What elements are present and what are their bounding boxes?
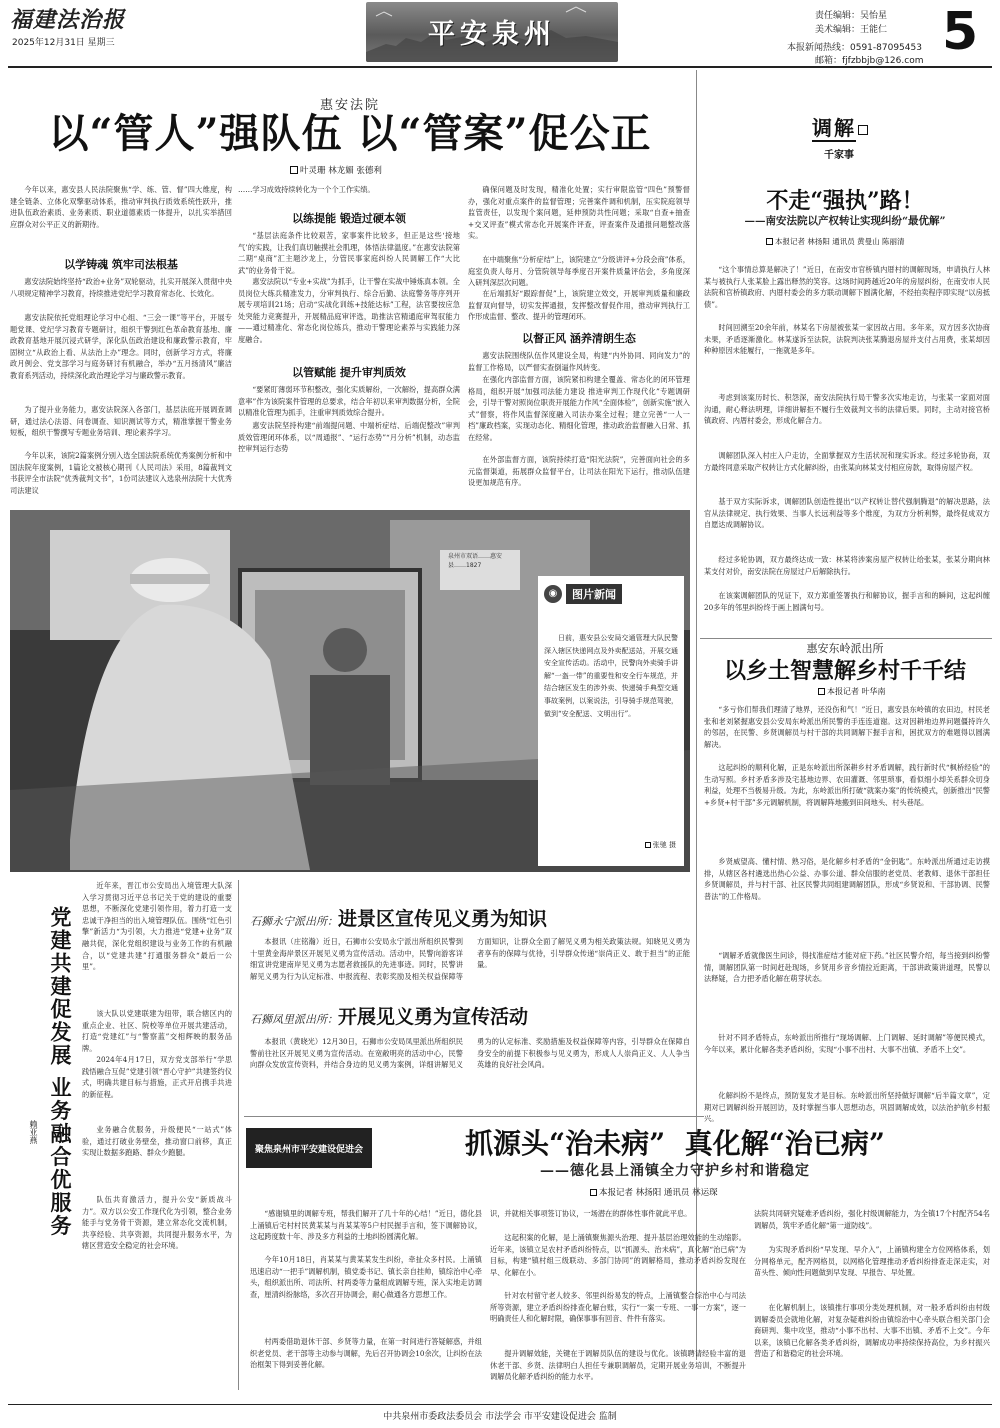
- editor-2: 美术编辑：王能仁: [815, 25, 888, 35]
- lead-col-3: 确保问题及时发现，精准化处置；实行审限监管“四色”预警督办，强化对重点案件的监督管理；完善案件调和机制，压实院庭领导监管责任，以发现个案问题，延伸预防共性问题；采取“自查+抽查+交叉评查”模式常态化开展案件评查，评查案件及通报问题整改落实。 在中端聚焦“分析症结”上，该院建立“分级讲评+分段会商”体系，庭室负责人每月、分管院领导每季度召开案件质量评估会，多角度深入研判深层次问题。 在后端抓好“跟踪督促”上，该院建立效交，开展审判质量和廉政监督双向督导，切实发挥通报，发挥整改督促作用，推动审判执行工作形成监督、整改、提升的管理闭环。 以督正风 涵养清朗生态 惠安法院围绕队伍作风建设全局，构建“内外协同、同向发力”的监督工作格局，以严督实查倒逼作风转变。 在强化内部监督方面，该院紧扣构建全覆盖、常态化的闭环管理格局，组织开展“加强司法能力建设 推进审判工作现代化”专题调研会，引导干警对照岗位职责开展能力作风“全面体检”，创新实施“嵌入式”督察，将作风监督深度融入司法办案全过程；建立完善“一人一档”廉政档案，实现动态化、精细化管理，推动政治监督融入日常、抓在经常。 在外部监督方面，该院持续打造“阳光法院”，完善面向社会的多元监督渠道，拓展群众监督平台，让司法在阳光下运行，推动队伍建设更加规范有序。: [468, 185, 690, 488]
- subhead-1: 以学铸魂 筑牢司法根基: [64, 258, 178, 271]
- column-square-icon: [858, 125, 868, 135]
- byline-square-icon: [766, 238, 773, 245]
- paper-name: 福建法治报: [10, 7, 126, 33]
- photo-news: [10, 510, 690, 872]
- photo-caption: 日前，惠安县公安局交通管理大队民警深入辖区快递网点及外卖配送站，开展交通安全宣传活动。活动中，民警向外卖骑手讲解“一盔一带”的重要性和安全行车规范，并结合辖区发生的涉外卖、快递骑手典型交通事故案例，以案说法，引导骑手规范驾驶，做到“安全配送、文明出行”。: [544, 634, 678, 718]
- left-feature-body: 近年来，晋江市公安局出入境管理大队深入学习贯彻习近平总书记关于党的建设的重要思想，不断深化党建引领作用，着力打造一支忠诚干净担当的出入境管理队伍。围绕“红色引擎”新活力“为引领，大力推进“党建+业务”双融共促，深化党组织建设与业务工作的有机融合，以“党建共建”打通服务群众“最后一公里”。 该大队以党建联建为纽带，联合辖区内的重点企业、社区、院校等单位开展共建活动，打造“党建红”与“警察蓝”交相辉映的服务品牌。 2024年4月17日，双方党支部举行“学思践悟融合互促”党建引领“晋心守护”共建签约仪式，明确共建目标与措施，正式开启携手共进的新征程。 业务融合优服务，升级便民“一站式”体验，通过打破业务壁垒，推动窗口前移，真正实现让数据多跑路、群众少跑腿。 队伍共育激活力，提升公安“新质战斗力”。双方以公安工作现代化为引领，整合业务能手与党务骨干资源，建立常态化交流机制，共享经验、共享资源，共同提升服务水平，为辖区营造安全稳定的社会环境。: [82, 881, 232, 1251]
- bottom-col-1: “感谢镇里的调解专班，帮我们解开了几十年的心结！”近日，德化县上涌镇后宅村村民黄某某与肖某某等5户村民握手言和，签下调解协议，这起跨度数十年、涉及多方利益的土地纠纷圆满化解。 今年10月18日，肖某某与黄某某发生纠纷，牵扯众多村民。上涌镇迅速启动“一把手”调解机制，镇党委书记、镇长亲自挂帅，镇综治中心牵头，组织派出所、司法所、村两委等力量组成调解专班，深入实地走访调查，厘清纠纷脉络，多次召开协调会，耐心做通各方思想工作。 村两委借助退休干部、乡贤等力量，在第一时间进行答疑解惑，并组织老党员、老干部等主动参与调解，先后召开协调会10余次，让纠纷在法治框架下得到妥善化解。: [250, 1209, 482, 1370]
- bottom-top-rule: [244, 1116, 704, 1117]
- byline-square-icon: [645, 842, 651, 848]
- bottom-subheadline: ——德化县上涌镇全力守护乡村和谐稳定: [540, 1163, 810, 1179]
- subhead-2: 以练提能 锻造过硬本领: [292, 212, 406, 225]
- shishi1-headline-row: 石狮永宁派出所：进景区宣传见义勇为知识: [250, 908, 548, 930]
- bottom-headline: 抓源头“治未病” 真化解“治已病”: [465, 1127, 885, 1160]
- column-author: 千家事: [824, 150, 854, 161]
- shishi1-body: 本报讯（庄铭瀚）近日，石狮市公安局永宁派出所组织民警到十里黄金海岸景区开展见义勇为宣传活动。活动中，民警向游客详细宣讲党建南岸见义勇为志愿者救援队的先进事迹。同时，民警讲解见义勇为行为认定标准、申报流程、表彰奖励及相关权益保障等方面知识，让群众全面了解见义勇为相关政策法规。知晓见义勇为者享有的保障与优待，引导群众传递“崇尚正义、敢于担当”的正能量。: [250, 937, 690, 981]
- lead-col-1: 今年以来，惠安县人民法院聚焦“学、练、管、督”四大维度，构建全链条、立体化双擎驱动体系，推动审判执行质效系统性跃升，推进队伍政治素质、业务素质、职业道德素质一体提升，以扎实举措回应群众对公平正义的新期待。 以学铸魂 筑牢司法根基 惠安法院始终坚持“政治+业务”双轮驱动，扎实开展深入贯彻中央八项规定精神学习教育，持续推进党纪学习教育常态化、长效化。 惠安法院依托党组理论学习中心组、“三会一课”等平台，开展专题党课、党纪学习教育专题研讨，组织干警到红色革命教育基地、廉政教育基地开展沉浸式研学，深化队伍政治建设和廉政警示教育，牢固树立“从政治上看、从法治上办”理念。同时，创新学习方式，将廉政月例会、党支部学习与庭务研讨有机融合，举办“五月扬清风”廉洁教育系列活动，持续深化政治理论学习与廉政警示教育。 为了提升业务能力，惠安法院深入各部门，基层法庭开展调查调研，通过法心法语、问卷调查、知识测试等方式，精准掌握干警业务短板，组织干警撰写专题业务培训、理论素养学习。 今年以来，该院2篇案例分别入选全国法院系统优秀案例分析和中国法院年度案例，1篇论文被核心期刊《人民司法》采用，8篇裁判文书获评全市法院“优秀裁判文书”，1份司法建议入选泉州法院十大优秀司法建议: [10, 185, 232, 495]
- right-mid-headline: 以乡土智慧解乡村千千结: [723, 658, 966, 684]
- right-top-body: “这个事情总算是解决了！”近日，在南安市官桥镇内厝村的调解现场，申请执行人林某与被执行人张某脸上露出释然的笑容。这场时间跨越近20年的房屋纠纷，在南安市人民法院和官桥镇政府、内厝村委会的多方联动调解下圆满化解，不经拍卖程序即实现“以房抵债”。 时间回溯至20余年前，林某名下房屋被张某一家因故占用。多年来，双方因多次协商未果，矛盾逐渐激化。林某遂诉至法院，法院判决张某腾退房屋并支付占用费，张某却因种种原因未能履行，一拖就是多年。 考虑到该案历时长、积怨深，南安法院执行局干警多次实地走访，与张某一家面对面沟通，耐心释法明理，详细讲解拒不履行生效裁判文书的法律后果。同时，主动对接官桥镇政府、内厝村委会，形成化解合力。 调解团队深入村庄入户走访，全面掌握双方生活状况和现实诉求。经过多轮协商，双方最终同意采取产权转让方式化解纠纷，由张某向林某支付相应房款，取得房屋产权。 基于双方实际诉求，调解团队创造性提出“以产权转让替代强制腾退”的解决思路，法官从法律规定、执行效果、当事人长远利益等多个维度，为双方分析利弊，最终促成双方自愿达成调解协议。 经过多轮协调，双方最终达成一致：林某将涉案房屋产权转让给张某，张某分期向林某支付对价，南安法院在房屋过户后解除执行。 在该案调解团队的见证下，双方郑重签署执行和解协议，握手言和的瞬间，这起纠缠20多年的邻里纠纷终于画上圆满句号。: [704, 265, 990, 612]
- bottom-badge: 聚焦泉州市平安建设促进会: [246, 1128, 372, 1168]
- shishi2-body: 本报讯（黄晓光）12月30日，石狮市公安局凤里派出所组织民警前往社区开展见义勇为宣传活动。在宽敞明亮的活动中心，民警向群众发放宣传资料，并结合身边的见义勇为案例，详细讲解见义勇为的认定标准、奖励措施及权益保障等内容，引导群众在保障自身安全的前提下积极参与见义勇为，形成人人崇尚正义、人人争当英雄的良好社会风尚。: [250, 1037, 690, 1070]
- lead-col-2: ……学习成效持续转化为一个个工作实绩。 以练提能 锻造过硬本领 “基层法庭条件比较艰苦，家事案件比较多，但正是这些‘接地气’的实践，让我们真切触摸社会肌理，体悟法律温度。”在惠安法院第二期“桌商”汇主题沙龙上，分管民事家庭纠纷人民调解工作“大比武”的业务骨干说。 惠安法院以“专业+实战”为抓手，让干警在实战中锤炼真本领。全员岗位大练兵精准发力，分审判执行、综合后勤、法庭警务等序列开展专项培训21场；启动“实战化训练+技能达标”工程，法官要按应急处突能力竞赛提升，开展精品庭审评选，助推法官精通庭审驾驭能力——通过精准化、常态化岗位练兵，推动干警理论素养与实践能力深度融合。 以管赋能 提升审判质效 “要紧盯薄弱环节积整改，强化实质解纷，一次解纷，提高群众满意率”作为该院案件管理的总要求，结合年初以来审判数据分析，全院以精准化管理为抓手，注重审判质效综合提升。 惠安法院坚持构建“前端提问题、中端析症结、后端促整改”审判质效管理闭环体系，以“周通报”、“运行态势”“月分析”机制，动态监控审判运行态势: [238, 185, 460, 454]
- column-badge: 调解: [812, 112, 868, 141]
- email: 邮箱：fjfzbbjb@126.com: [815, 56, 924, 66]
- masthead-rule: [8, 66, 992, 68]
- right-top-subheadline: ——南安法院以产权转让实现纠纷“最优解”: [744, 215, 946, 227]
- subhead-4: 以督正风 涵养清朗生态: [522, 332, 636, 345]
- bottom-col-3: 法院共同研究疑难矛盾纠纷，强化村级调解能力，为全镇17个村配齐54名调解员，筑牢矛盾化解“第一道防线”。 为实现矛盾纠纷“早发现、早介入”，上涌镇构建全方位网格体系，划分网格单元，配齐网格员，以网格化管理推动矛盾纠纷排查走深走实，对苗头性、倾向性问题做到早发现、早报告、早处置。 在化解机制上，该镇推行事项分类处理机制，对一般矛盾纠纷由村级调解委员会就地化解，对复杂疑难纠纷由镇综治中心牵头联合相关部门会商研判、集中攻坚，推动“小事不出村、大事不出镇、矛盾不上交”。今年以来，该镇已化解各类矛盾纠纷，调解成功率持续保持高位，为乡村振兴营造了和谐稳定的社会环境。: [754, 1209, 990, 1359]
- shishi2-headline: 开展见义勇为宣传活动: [338, 1006, 529, 1028]
- photo-credit: 张驰 摄: [538, 840, 676, 850]
- news-hotline: 本报新闻热线：0591-87095453: [787, 43, 922, 53]
- date-line: 2025年12月31日 星期三: [12, 38, 115, 48]
- lead-byline: 叶灵珊 林龙媚 张德利: [290, 164, 382, 176]
- page-number: 5: [942, 2, 979, 62]
- photo-sign: 泉州市双语……惠安县……1827: [448, 553, 503, 569]
- lead-kicker: 惠安法院: [319, 98, 380, 113]
- right-top-headline: 不走“强执”路！: [766, 188, 924, 214]
- shishi2-headline-row: 石狮凤里派出所：开展见义勇为宣传活动: [250, 1006, 529, 1028]
- right-mid-separator: [700, 638, 992, 639]
- footer-rule: [8, 1404, 992, 1405]
- byline-square-icon: [818, 688, 825, 695]
- right-mid-byline: 本报记者 叶华南: [818, 686, 886, 697]
- section-banner: [366, 2, 618, 62]
- bottom-col-2: 识，并就相关事项签订协议，一场潜在的群体性事件就此平息。 这起积案的化解，是上涌镇聚焦源头治理、提升基层治理效能的生动缩影。近年来，该镇立足农村矛盾纠纷特点，以“抓源头、治未病”，真化解“治已病”为目标，构建“镇村组三级联动、多部门协同”的调解格局，推动矛盾纠纷发现在早、化解在小。 针对农村留守老人较多、邻里纠纷易发的特点，上涌镇整合综治中心与司法所等资源，建立矛盾纠纷排查化解台账，实行“一案一专班、一事一方案”，逐一明确责任人和化解时限，确保事事有回音、件件有落实。 提升调解效能，关键在于调解员队伍的建设与优化。该镇聘请经验丰富的退休老干部、乡贤、法律明白人担任专兼职调解员，定期开展业务培训，不断提升调解员化解矛盾纠纷的能力水平。: [490, 1209, 746, 1382]
- footer-credit: 中共泉州市委政法委员会 市法学会 市平安建设促进会 监制: [383, 1412, 617, 1422]
- shishi1-headline: 进景区宣传见义勇为知识: [338, 908, 548, 930]
- lead-headline: 以“管人”强队伍 以“管案”促公正: [48, 110, 652, 157]
- left-feature-divider: [238, 880, 239, 1390]
- camera-icon: ◉: [544, 585, 562, 603]
- section-title: 平安泉州: [428, 19, 556, 50]
- right-mid-body: “多亏你们帮我们理清了地界，还没伤和气！”近日，惠安县东岭镇的农田边，村民老张和老刘紧握惠安县公安局东岭派出所民警的手连连道谢。这对因耕地边界问题僵持许久的邻居，在民警、乡贤调解员与村干部的共同调解下握手言和，困扰双方的难题得以圆满解决。 这起纠纷的顺利化解，正是东岭派出所深耕乡村矛盾调解，践行新时代“枫桥经验”的生动写照。乡村矛盾多涉及宅基地边界、农田灌溉、邻里琐事，看似细小却关系群众切身利益，处理不当极易升级。为此，东岭派出所打破“就案办案”的传统模式，创新推出“民警+乡贤+村干部”多元调解机制，将调解阵地搬到田间地头、村头巷尾。 乡贤威望高、懂村情、熟习俗，是化解乡村矛盾的“金钥匙”。东岭派出所通过走访摸排，从辖区各村遴选出热心公益、办事公道、群众信服的老党员、老教师、退休干部担任乡贤调解员，并与村干部、社区民警共同组建调解团队，形成“乡贤说和、干部协调、民警普法”的工作格局。 “调解矛盾就像医生问诊，得找准症结才能对症下药。”社区民警介绍，每当接到纠纷警情，调解团队第一时间赶赴现场，乡贤用乡音乡情拉近距离，干部讲政策讲道理，民警以法释疑，合力把矛盾化解在萌芽状态。 针对不同矛盾特点，东岭派出所推行“现场调解、上门调解、延时调解”等便民模式，今年以来，累计化解各类矛盾纠纷，实现“小事不出村、大事不出镇、矛盾不上交”。 化解纠纷不是终点，预防复发才是目标。东岭派出所坚持做好调解“后半篇文章”，定期对已调解纠纷开展回访，及时掌握当事人思想动态，巩固调解成效，以法治护航乡村振兴。: [704, 705, 990, 1124]
- byline-square-icon: [590, 1189, 597, 1196]
- bottom-byline: 本报记者 林扬阳 通讯员 林运琛: [590, 1186, 718, 1198]
- right-top-byline: 本报记者 林扬阳 通讯员 黄曼山 陈丽清: [766, 236, 905, 247]
- subhead-3: 以管赋能 提升审判质效: [292, 366, 406, 379]
- left-feature-title: 党建共建促发展 业务融合优服务: [48, 906, 73, 1238]
- photo-news-tag: ◉ 图片新闻: [544, 584, 684, 604]
- byline-square-icon: [290, 166, 298, 174]
- photo-news-panel: [538, 576, 684, 866]
- right-mid-kicker: 惠安东岭派出所: [806, 642, 884, 655]
- editor-1: 责任编辑：吴怡星: [815, 11, 888, 21]
- left-feature-byline: 赖亚燕: [29, 1120, 38, 1144]
